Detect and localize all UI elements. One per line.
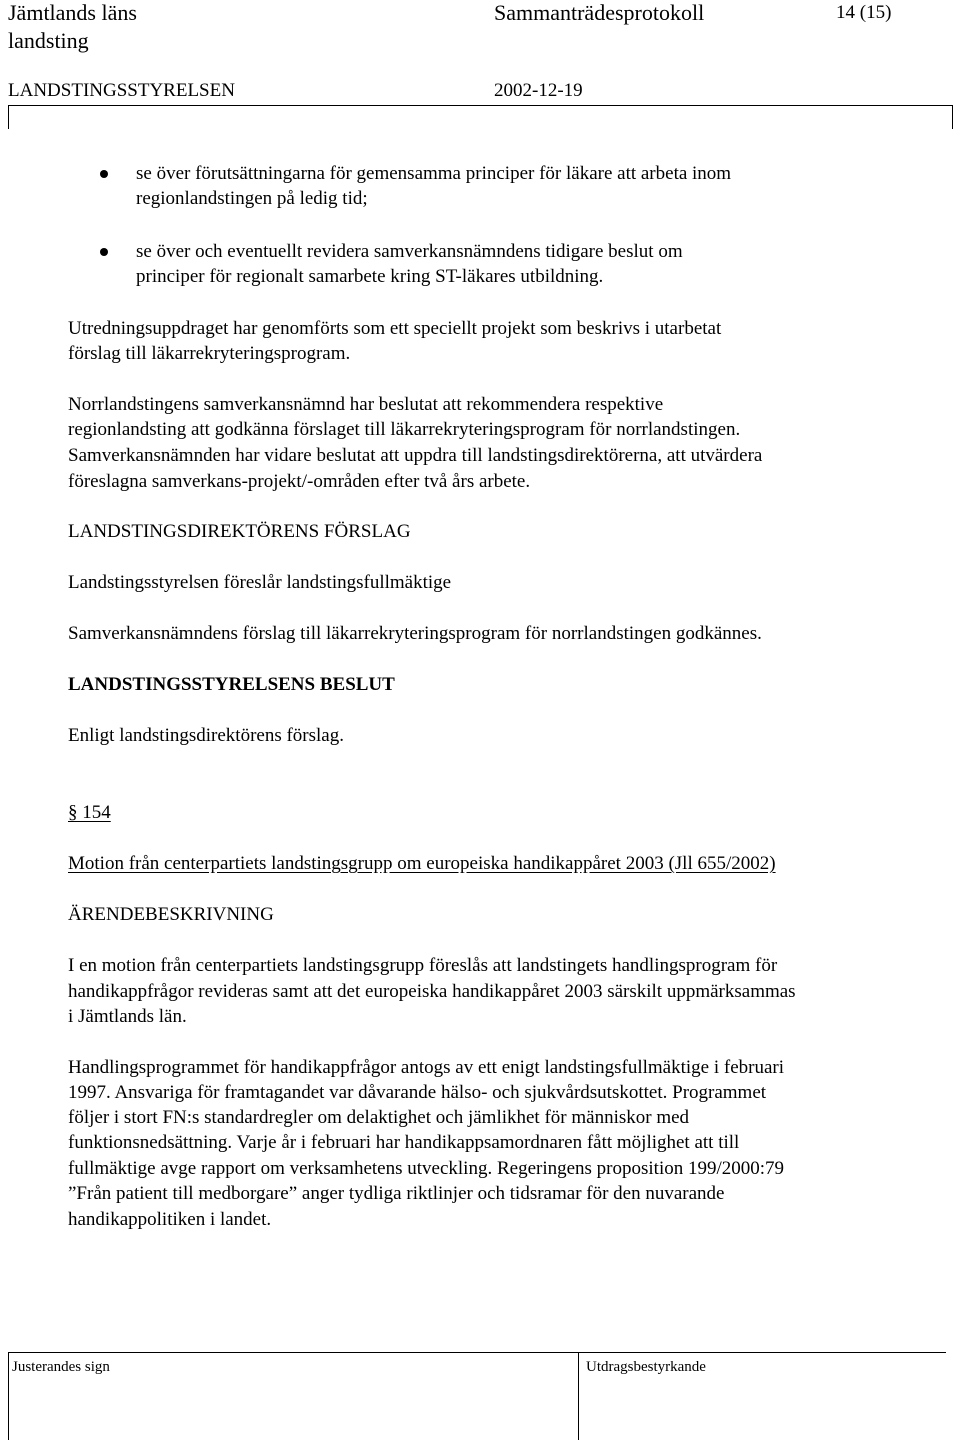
footer-rule-left bbox=[8, 1352, 9, 1440]
header-rule bbox=[8, 105, 953, 106]
paragraph-line: i Jämtlands län. bbox=[68, 1006, 187, 1027]
committee-name: LANDSTINGSSTYRELSEN bbox=[8, 80, 235, 101]
paragraph-line: Utredningsuppdraget har genomförts som ett speciellt projekt som beskrivs i utarbetat bbox=[68, 318, 722, 339]
footer-utdragsbestyrkande: Utdragsbestyrkande bbox=[586, 1359, 706, 1375]
header-rule-tick-left bbox=[8, 105, 9, 129]
bullet-2-line-1: se över och eventuellt revidera samverkansnämndens tidigare beslut om bbox=[136, 241, 683, 262]
forslag-intro: Landstingsstyrelsen föreslår landstingsfullmäktige bbox=[68, 572, 452, 593]
footer-rule-divider bbox=[578, 1352, 579, 1440]
header-rule-tick-right bbox=[952, 105, 953, 129]
heading-styrelsens-beslut: LANDSTINGSSTYRELSENS BESLUT bbox=[68, 674, 395, 695]
paragraph-line: Samverkansnämnden har vidare beslutat att uppdra till landstingsdirektörerna, att utvärdera bbox=[68, 445, 763, 466]
paragraph-line: Norrlandstingens samverkansnämnd har beslutat att rekommendera respektive bbox=[68, 394, 664, 415]
paragraph-line: Handlingsprogrammet för handikappfrågor antogs av ett enigt landstingsfullmäktige i februari bbox=[68, 1057, 784, 1078]
bullet-2-line-2: principer för regionalt samarbete kring ST-läkares utbildning. bbox=[136, 266, 604, 287]
document-type: Sammanträdesprotokoll bbox=[494, 0, 705, 25]
org-name-line2: landsting bbox=[8, 28, 89, 53]
paragraph-line: följer i stort FN:s standardregler om delaktighet och jämlikhet för människor med bbox=[68, 1107, 690, 1128]
org-name-line1: Jämtlands läns bbox=[8, 0, 137, 25]
section-number: § 154 bbox=[68, 802, 111, 823]
bullet-icon bbox=[100, 248, 108, 256]
section-title: Motion från centerpartiets landstingsgrupp om europeiska handikappåret 2003 (Jll 655/2002) bbox=[68, 853, 776, 874]
paragraph-line: 1997. Ansvariga för framtagandet var dåvarande hälso- och sjukvårdsutskottet. Programmet bbox=[68, 1082, 767, 1103]
paragraph-line: handikappfrågor revideras samt att det europeiska handikappåret 2003 särskilt uppmärksammas bbox=[68, 981, 796, 1002]
paragraph-line: I en motion från centerpartiets landstingsgrupp föreslås att landstingets handlingsprogram för bbox=[68, 955, 778, 976]
bullet-1-line-2: regionlandstingen på ledig tid; bbox=[136, 188, 368, 209]
page-number: 14 (15) bbox=[836, 2, 892, 23]
paragraph-line: fullmäktige avge rapport om verksamhetens utveckling. Regeringens proposition 199/2000:79 bbox=[68, 1158, 785, 1179]
paragraph-line: regionlandsting att godkänna förslaget till läkarrekryteringsprogram för norrlandstingen. bbox=[68, 419, 741, 440]
paragraph-line: ”Från patient till medborgare” anger tydliga riktlinjer och tidsramar för den nuvarande bbox=[68, 1183, 725, 1204]
paragraph-line: förslag till läkarrekryteringsprogram. bbox=[68, 343, 351, 364]
meeting-date: 2002-12-19 bbox=[494, 80, 583, 101]
heading-direktorens-forslag: LANDSTINGSDIREKTÖRENS FÖRSLAG bbox=[68, 521, 411, 542]
bullet-1-line-1: se över förutsättningarna för gemensamma principer för läkare att arbeta inom bbox=[136, 163, 732, 184]
paragraph-line: funktionsnedsättning. Varje år i februari har handikappsamordnaren fått möjlighet att till bbox=[68, 1132, 740, 1153]
paragraph-line: föreslagna samverkans-projekt/-områden efter två års arbete. bbox=[68, 471, 531, 492]
bullet-icon bbox=[100, 170, 108, 178]
paragraph-line: handikappolitiken i landet. bbox=[68, 1209, 272, 1230]
footer-justerandes-sign: Justerandes sign bbox=[12, 1359, 110, 1375]
heading-arendebeskrivning: ÄRENDEBESKRIVNING bbox=[68, 904, 274, 925]
beslut-text: Enligt landstingsdirektörens förslag. bbox=[68, 725, 344, 746]
footer-rule bbox=[8, 1352, 946, 1353]
forslag-text: Samverkansnämndens förslag till läkarrekryteringsprogram för norrlandstingen godkännes. bbox=[68, 623, 762, 644]
